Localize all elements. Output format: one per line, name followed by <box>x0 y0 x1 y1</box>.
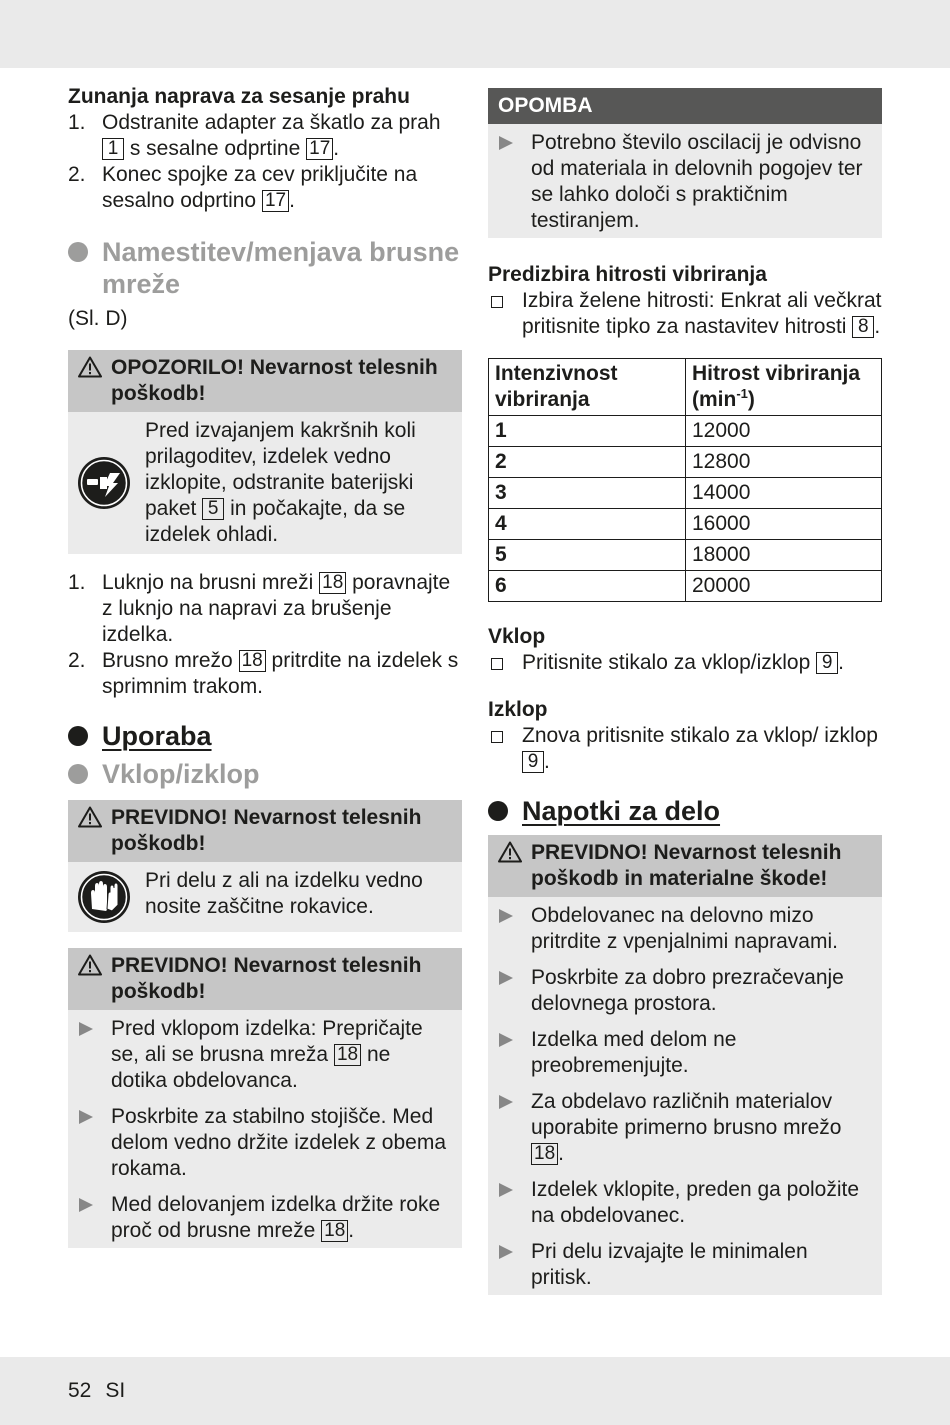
warning-body: Pri delu z ali na izdelku vedno nosite zaščitne rokavice. <box>68 862 462 932</box>
table-row: 6 20000 <box>489 571 882 602</box>
bullet-dot-icon <box>488 801 508 821</box>
table-row: 2 12800 <box>489 447 882 478</box>
list-item: Izbira želene hitrosti: Enkrat ali večkrat pritisnite tipko za nastavitev hitrosti 8 . <box>488 288 882 340</box>
list-item: Izdelka med delom ne preobremenjujte. <box>498 1027 872 1079</box>
list-item: Za obdelavo različnih materialov uporabite primerno brusno mrežo 18 . <box>498 1089 872 1167</box>
dust-extraction-steps <box>68 110 462 214</box>
list-item: 1. Odstranite adapter za škatlo za prah 1 s sesalne odprtine 17 . <box>68 111 441 160</box>
warning-header: PREVIDNO! Nevarnost telesnih poškodb! <box>68 948 462 1010</box>
protective-gloves-icon <box>76 869 132 925</box>
part-reference: 18 <box>321 1220 348 1242</box>
section-heading-onoff: Vklop/izklop <box>68 758 462 790</box>
left-column <box>68 84 462 1248</box>
table-row: 5 18000 <box>489 540 882 571</box>
warning-triangle-icon <box>78 954 102 976</box>
part-reference: 17 <box>306 138 333 160</box>
list-item: Poskrbite za stabilno stojišče. Med delom vedno držite izdelek z obema rokama. <box>78 1104 452 1182</box>
part-reference: 18 <box>531 1143 558 1165</box>
switch-on-title: Vklop <box>488 625 546 648</box>
footer-bar <box>0 1357 950 1425</box>
language-code: SI <box>105 1379 126 1402</box>
list-item: 2. Brusno mrežo 18 pritrdite na izdelek s sprimnim trakom. <box>68 649 459 698</box>
bullet-dot-icon <box>68 764 88 784</box>
switch-off-items <box>488 723 882 775</box>
section-heading-mesh: Namestitev/menjava brusne mreže <box>68 236 462 300</box>
section-heading-usage: Uporaba <box>68 720 462 752</box>
list-item: Med delovanjem izdelka držite roke proč od brusne mreže 18 . <box>78 1192 452 1244</box>
table-row: 3 14000 <box>489 478 882 509</box>
list-item: Pri delu izvajajte le minimalen pritisk. <box>498 1239 872 1291</box>
note-header: OPOMBA <box>488 88 882 124</box>
table-header-cell: Hitrost vibriranja $(\min^{-1})$ <box>686 359 882 416</box>
warning-box-gloves <box>68 800 462 932</box>
disconnect-power-icon <box>76 455 132 511</box>
figure-reference: (Sl. D) <box>68 307 128 330</box>
switch-off-title: Izklop <box>488 698 548 721</box>
warning-box-adjustments <box>68 350 462 554</box>
preselect-title: Predizbira hitrosti vibriranja <box>488 263 767 286</box>
checkbox-bullet-icon <box>491 658 503 670</box>
list-item: 2. Konec spojke za cev priključite na sesalno odprtino 17 . <box>68 163 418 212</box>
speed-table <box>488 358 882 602</box>
part-reference: 9 <box>816 652 838 674</box>
bullet-dot-icon <box>68 726 88 746</box>
section-heading-tips: Napotki za delo <box>488 795 882 827</box>
part-reference: 18 <box>334 1044 361 1066</box>
part-reference: 5 <box>202 498 224 520</box>
part-reference: 17 <box>262 190 289 212</box>
warning-header: OPOZORILO! Nevarnost telesnih poškodb! <box>68 350 462 412</box>
warning-header: PREVIDNO! Nevarnost telesnih poškodb in materialne škode! <box>488 835 882 897</box>
list-item: Obdelovanec na delovno mizo pritrdite z vpenjalnimi napravami. <box>498 903 872 955</box>
warning-items <box>488 897 882 1295</box>
table-row: 4 16000 <box>489 509 882 540</box>
arrow-bullet-icon <box>79 1022 93 1036</box>
warning-triangle-icon <box>498 841 522 863</box>
part-reference: 1 <box>102 138 124 160</box>
checkbox-bullet-icon <box>491 296 503 308</box>
arrow-bullet-icon <box>499 1095 513 1109</box>
arrow-bullet-icon <box>499 1183 513 1197</box>
arrow-bullet-icon <box>499 909 513 923</box>
warning-box-operation <box>68 948 462 1248</box>
part-reference: 9 <box>522 751 544 773</box>
arrow-bullet-icon <box>79 1198 93 1212</box>
list-item: Poskrbite za dobro prezračevanje delovnega prostora. <box>498 965 872 1017</box>
list-item: Potrebno število oscilacij je odvisno od materiala in delovnih pogojev ter se lahko določi s praktičnim testiranjem. <box>498 130 872 234</box>
preselect-items <box>488 288 882 340</box>
switch-on-items <box>488 650 882 676</box>
warning-triangle-icon <box>78 356 102 378</box>
page-number: 52 <box>68 1379 92 1402</box>
arrow-bullet-icon <box>79 1110 93 1124</box>
list-item: 1. Luknjo na brusni mreži 18 poravnajte z luknjo na napravi za brušenje izdelka. <box>68 571 451 646</box>
mesh-steps <box>68 570 462 700</box>
arrow-bullet-icon <box>499 1033 513 1047</box>
list-item: Pred vklopom izdelka: Prepričajte se, ali se brusna mreža 18 ne dotika obdelovanca. <box>78 1016 452 1094</box>
arrow-bullet-icon <box>499 136 513 150</box>
note-items <box>488 124 882 238</box>
list-item: Izdelek vklopite, preden ga položite na obdelovanec. <box>498 1177 872 1229</box>
part-reference: 8 <box>852 316 874 338</box>
top-bar <box>0 0 950 68</box>
table-header-cell: Intenzivnost vibriranja <box>489 359 686 416</box>
right-column <box>488 88 882 1295</box>
warning-triangle-icon <box>78 806 102 828</box>
arrow-bullet-icon <box>499 1245 513 1259</box>
bullet-dot-icon <box>68 242 88 262</box>
part-reference: 18 <box>319 572 346 594</box>
arrow-bullet-icon <box>499 971 513 985</box>
warning-header: PREVIDNO! Nevarnost telesnih poškodb! <box>68 800 462 862</box>
note-box <box>488 88 882 238</box>
part-reference: 18 <box>239 650 266 672</box>
list-item: Znova pritisnite stikalo za vklop/ izklop 9 . <box>488 723 882 775</box>
list-item: Pritisnite stikalo za vklop/izklop 9 . <box>488 650 882 676</box>
page-footer <box>68 1378 125 1404</box>
dust-extraction-title: Zunanja naprava za sesanje prahu <box>68 85 410 108</box>
warning-body: Pred izvajanjem kakršnih koli prilagoditev, izdelek vedno izklopite, odstranite baterijski paket 5 in počakajte, da se izdelek ohladi. <box>68 412 462 554</box>
table-row: 1 12000 <box>489 416 882 447</box>
table-header-row <box>489 359 882 416</box>
warning-items <box>68 1010 462 1248</box>
warning-box-tips <box>488 835 882 1295</box>
checkbox-bullet-icon <box>491 731 503 743</box>
